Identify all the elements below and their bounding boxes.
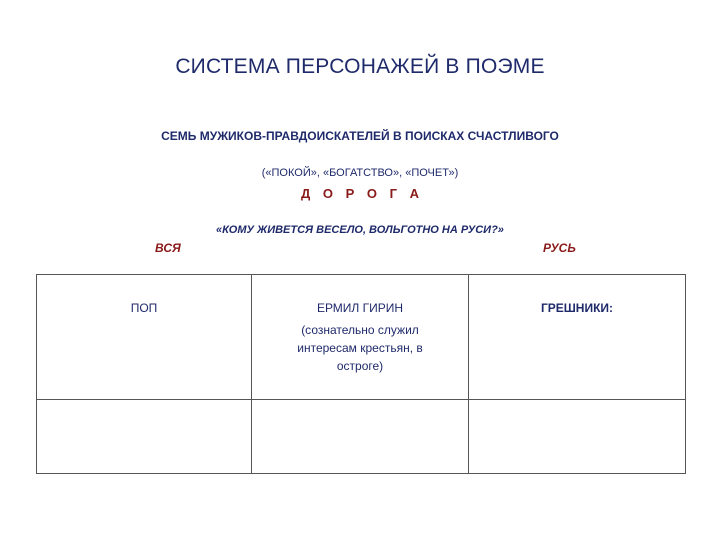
table-cell-empty-1	[37, 400, 252, 474]
table-cell-sinners	[469, 275, 686, 400]
table-cell-empty-2	[252, 400, 469, 474]
cell-note-ermil: (сознательно служил интересам крестьян, в остроге)	[297, 323, 423, 373]
table-row	[37, 400, 686, 474]
left-word: ВСЯ	[155, 241, 181, 255]
road-heading: Д О Р О Г А	[301, 186, 419, 201]
cell-heading-sinners: ГРЕШНИКИ:	[540, 301, 614, 315]
cell-heading-ermil: ЕРМИЛ ГИРИН	[316, 301, 404, 315]
subtitle: СЕМЬ МУЖИКОВ-ПРАВДОИСКАТЕЛЕЙ В ПОИСКАХ СЧАСТЛИВОГО	[161, 129, 559, 143]
table-cell-empty-3	[469, 400, 686, 474]
table-cell-ermil	[252, 275, 469, 400]
characters-table	[36, 274, 686, 474]
table-row	[37, 275, 686, 400]
table-cell-pop	[37, 275, 252, 400]
right-word: РУСЬ	[543, 241, 576, 255]
cell-text-pop: ПОП	[130, 301, 158, 315]
goals-text: («ПОКОЙ», «БОГАТСТВО», «ПОЧЕТ»)	[261, 167, 459, 179]
question-text: «КОМУ ЖИВЕТСЯ ВЕСЕЛО, ВОЛЬГОТНО НА РУСИ?»	[216, 224, 504, 236]
page-title: СИСТЕМА ПЕРСОНАЖЕЙ В ПОЭМЕ	[175, 55, 545, 78]
